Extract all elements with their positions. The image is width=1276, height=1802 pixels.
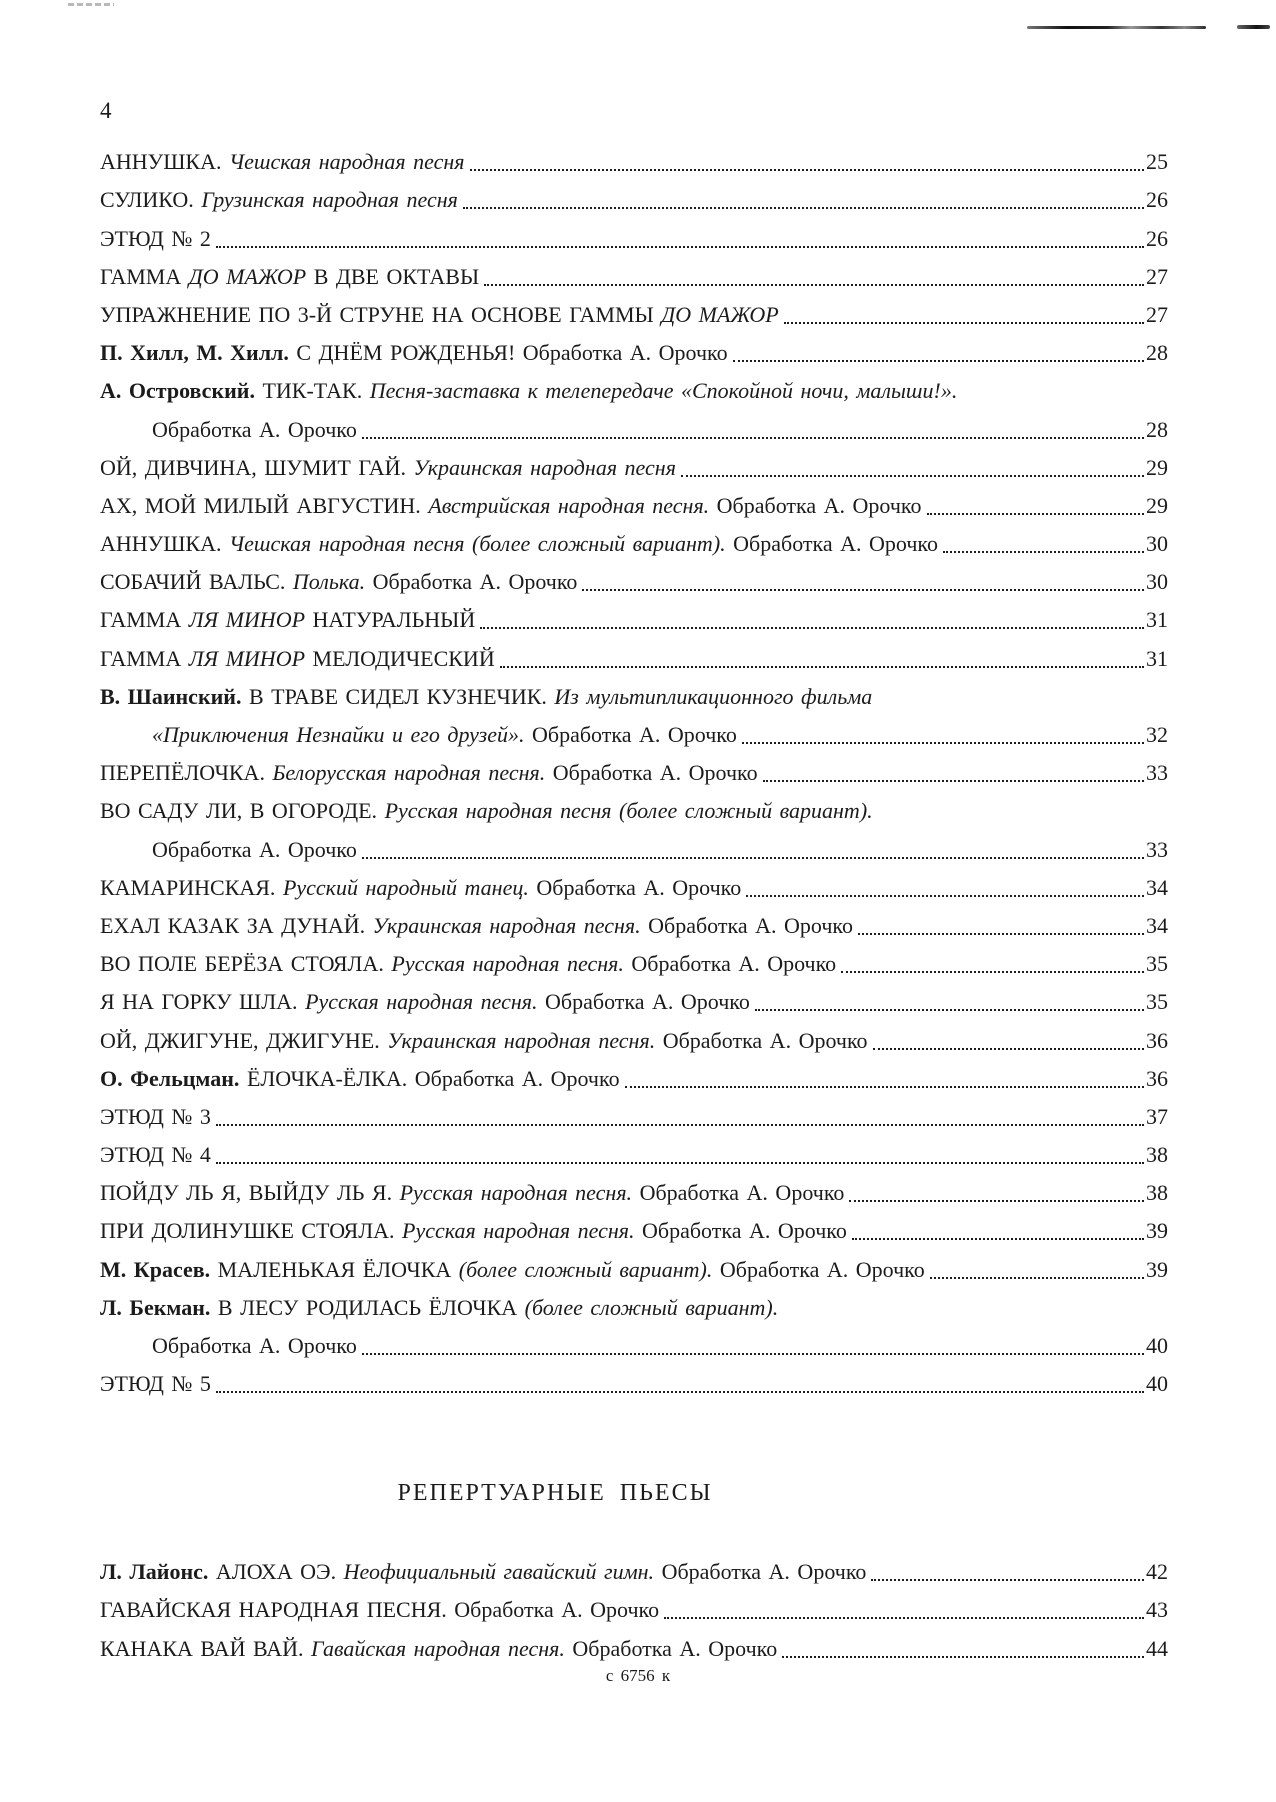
title-text: С ДНЁМ РОЖДЕНЬЯ! Обработка А. Орочко	[296, 340, 728, 366]
entry-text	[100, 1213, 847, 1249]
title-text: В ДВЕ ОКТАВЫ	[306, 263, 480, 289]
entry-page-number: 30	[1146, 569, 1168, 595]
genre-subtitle: Украинская народная песня	[413, 454, 676, 480]
toc-entry	[100, 1135, 1168, 1173]
title-text: Обработка А. Орочко	[654, 1559, 867, 1585]
entry-text	[100, 1099, 211, 1135]
entry-text	[100, 450, 676, 486]
genre-subtitle: ДО МАЖОР	[188, 263, 307, 289]
dot-leader	[873, 1048, 1144, 1050]
dot-leader	[484, 284, 1144, 286]
dot-leader	[500, 666, 1144, 668]
genre-subtitle: Грузинская народная песня	[201, 187, 458, 213]
title-text: Обработка А. Орочко	[632, 1180, 845, 1206]
entry-text	[100, 832, 357, 868]
entry-text	[100, 1554, 866, 1590]
title-text: ТИК-ТАК.	[262, 378, 370, 404]
title-text: ЁЛОЧКА-ЁЛКА. Обработка А. Орочко	[246, 1065, 620, 1091]
title-text: КАМАРИНСКАЯ.	[100, 874, 283, 900]
entry-page-number: 26	[1146, 187, 1168, 213]
dot-leader	[782, 1656, 1144, 1658]
toc-entry	[100, 1552, 1168, 1590]
title-text: ПЕРЕПЁЛОЧКА.	[100, 760, 273, 786]
dot-leader	[784, 322, 1144, 324]
title-text: В ТРАВЕ СИДЕЛ КУЗНЕЧИК.	[248, 683, 555, 709]
genre-subtitle: Русский народный танец.	[282, 874, 529, 900]
dot-leader	[943, 551, 1144, 553]
dot-leader	[746, 895, 1144, 897]
dot-leader	[216, 1162, 1144, 1164]
entry-text	[100, 1061, 620, 1097]
entry-page-number: 44	[1146, 1635, 1168, 1661]
entry-page-number: 36	[1146, 1065, 1168, 1091]
dot-leader	[930, 1277, 1144, 1279]
genre-subtitle: (более сложный вариант).	[524, 1294, 779, 1320]
toc-entry	[100, 1326, 1168, 1364]
genre-subtitle: Из мультипликационного фильма	[554, 683, 873, 709]
title-text: КАНАКА ВАЙ ВАЙ.	[100, 1635, 312, 1661]
toc-entry	[100, 982, 1168, 1020]
entry-page-number: 28	[1146, 340, 1168, 366]
genre-subtitle: Песня-заставка к телепередаче «Спокойной ночи, малыши!».	[369, 378, 958, 404]
toc-entry	[100, 218, 1168, 256]
dot-leader	[470, 169, 1144, 171]
title-text: ГАММА	[100, 263, 189, 289]
title-text: Обработка А. Орочко	[655, 1027, 868, 1053]
title-text: ЭТЮД № 2	[100, 225, 211, 251]
dot-leader	[852, 1238, 1144, 1240]
title-text: ПРИ ДОЛИНУШКЕ СТОЯЛА.	[100, 1218, 403, 1244]
dot-leader	[841, 971, 1144, 973]
genre-subtitle: Русская народная песня.	[305, 989, 538, 1015]
footer-plate-number: с 6756 к	[605, 1666, 671, 1685]
entry-page-number: 42	[1146, 1559, 1168, 1585]
entry-page-number: 31	[1146, 645, 1168, 671]
toc-entry	[100, 638, 1168, 676]
title-text: ОЙ, ДИВЧИНА, ШУМИТ ГАЙ.	[100, 454, 414, 480]
title-text: СУЛИКО.	[100, 187, 202, 213]
dot-leader	[763, 780, 1144, 782]
entry-text	[100, 870, 741, 906]
title-text: АЛОХА ОЭ.	[215, 1559, 344, 1585]
title-text: Обработка А. Орочко	[152, 1333, 357, 1358]
title-text: АННУШКА.	[100, 531, 229, 557]
toc-entry	[100, 562, 1168, 600]
dot-leader	[755, 1009, 1144, 1011]
dot-leader	[742, 742, 1144, 744]
entry-text	[100, 182, 458, 218]
title-text: УПРАЖНЕНИЕ ПО 3-Й СТРУНЕ НА ОСНОВЕ ГАММЫ	[100, 301, 662, 327]
toc-entry	[100, 791, 1168, 829]
entry-page-number: 40	[1146, 1333, 1168, 1358]
toc-entry	[100, 371, 1168, 409]
title-text: Обработка А. Орочко	[524, 722, 737, 747]
title-text: Обработка А. Орочко	[623, 951, 837, 977]
toc-entry	[100, 524, 1168, 562]
entry-text	[100, 717, 737, 753]
toc-entry	[100, 486, 1168, 524]
title-text: В ЛЕСУ РОДИЛАСЬ ЁЛОЧКА	[217, 1294, 525, 1320]
dot-leader	[480, 627, 1144, 629]
entry-page-number: 34	[1146, 912, 1168, 938]
composer-name: А. Островский.	[100, 378, 263, 404]
entry-text	[100, 526, 938, 562]
entry-page-number: 35	[1146, 951, 1168, 977]
dot-leader	[216, 1124, 1144, 1126]
genre-subtitle: Русская народная песня (более сложный вариант).	[384, 798, 873, 824]
title-text: Обработка А. Орочко	[640, 912, 853, 938]
title-text: ГАММА	[100, 645, 189, 671]
title-text: ЭТЮД № 4	[100, 1142, 211, 1168]
entry-text	[100, 755, 758, 791]
entry-text	[100, 946, 836, 982]
toc-entry	[100, 257, 1168, 295]
composer-name: Л. Лайонс.	[100, 1559, 216, 1585]
dot-leader	[362, 857, 1144, 859]
genre-subtitle: ДО МАЖОР	[661, 301, 779, 327]
genre-subtitle: Украинская народная песня.	[387, 1027, 656, 1053]
title-text: Обработка А. Орочко	[564, 1635, 778, 1661]
entry-page-number: 39	[1146, 1218, 1168, 1244]
entry-page-number: 32	[1146, 722, 1168, 747]
toc-entry	[100, 1364, 1168, 1402]
genre-subtitle: Полька.	[292, 569, 366, 595]
toc-entry	[100, 715, 1168, 753]
genre-subtitle: Русская народная песня.	[391, 951, 624, 977]
dot-leader	[463, 207, 1144, 209]
toc-entry	[100, 677, 1168, 715]
dot-leader	[733, 360, 1144, 362]
title-text: ЕХАЛ КАЗАК ЗА ДУНАЙ.	[100, 912, 373, 938]
entry-text	[100, 373, 957, 409]
toc-entry	[100, 1628, 1168, 1666]
title-text: Обработка А. Орочко	[152, 836, 357, 862]
toc-entry	[100, 600, 1168, 638]
entry-text	[100, 412, 357, 448]
title-text: СОБАЧИЙ ВАЛЬС.	[100, 569, 293, 595]
genre-subtitle: Чешская народная песня (более сложный вариант).	[229, 531, 726, 557]
entry-text	[100, 1290, 778, 1326]
toc-entry	[100, 142, 1168, 180]
dot-leader	[625, 1086, 1144, 1088]
toc-entry	[100, 180, 1168, 218]
entry-text	[100, 564, 577, 600]
dot-leader	[871, 1579, 1144, 1581]
dot-leader	[681, 475, 1144, 477]
entry-text	[100, 1592, 659, 1628]
toc-entry	[100, 1249, 1168, 1287]
title-text: МЕЛОДИЧЕСКИЙ	[305, 645, 495, 671]
title-text: АХ, МОЙ МИЛЫЙ АВГУСТИН.	[100, 492, 429, 518]
entry-text	[100, 679, 872, 715]
entry-page-number: 40	[1146, 1371, 1168, 1397]
genre-subtitle: Австрийская народная песня.	[428, 492, 710, 518]
entry-text	[100, 1175, 844, 1211]
entry-page-number: 29	[1146, 492, 1168, 518]
toc-entry	[100, 1211, 1168, 1249]
entry-page-number: 30	[1146, 531, 1168, 557]
genre-subtitle: Белорусская народная песня.	[272, 760, 546, 786]
title-text: ОЙ, ДЖИГУНЕ, ДЖИГУНЕ.	[100, 1027, 388, 1053]
toc-entry	[100, 333, 1168, 371]
dot-leader	[858, 933, 1144, 935]
dot-leader	[216, 246, 1144, 248]
toc-entry	[100, 1590, 1168, 1628]
entry-text	[100, 488, 922, 524]
entry-page-number: 25	[1146, 149, 1168, 175]
title-text: Обработка А. Орочко	[545, 760, 758, 786]
entry-page-number: 33	[1146, 760, 1168, 786]
toc-entry	[100, 1097, 1168, 1135]
composer-name: О. Фельцман.	[100, 1065, 247, 1091]
title-text: ГАММА	[100, 607, 189, 633]
title-text: ВО ПОЛЕ БЕРЁЗА СТОЯЛА.	[100, 951, 392, 977]
genre-subtitle: «Приключения Незнайки и его друзей».	[152, 722, 525, 747]
entry-page-number: 31	[1146, 607, 1168, 633]
title-text: АННУШКА.	[100, 149, 229, 175]
entry-page-number: 34	[1146, 874, 1168, 900]
entry-page-number: 38	[1146, 1180, 1168, 1206]
toc-entry	[100, 1059, 1168, 1097]
title-text: Я НА ГОРКУ ШЛА.	[100, 989, 306, 1015]
entry-text	[100, 908, 853, 944]
entry-page-number: 33	[1146, 836, 1168, 862]
entry-text	[100, 1328, 357, 1364]
entry-page-number: 39	[1146, 1256, 1168, 1282]
dot-leader	[362, 437, 1144, 439]
section-header: РЕПЕРТУАРНЫЕ ПЬЕСЫ	[397, 1480, 713, 1506]
genre-subtitle: Неофициальный гавайский гимн.	[343, 1559, 655, 1585]
title-text: Обработка А. Орочко	[528, 874, 742, 900]
toc-entry	[100, 906, 1168, 944]
title-text: МАЛЕНЬКАЯ ЁЛОЧКА	[217, 1256, 459, 1282]
title-text: НАТУРАЛЬНЫЙ	[305, 607, 476, 633]
entry-text	[100, 297, 779, 333]
entry-text	[100, 793, 873, 829]
entry-page-number: 26	[1146, 225, 1168, 251]
title-text: Обработка А. Орочко	[152, 416, 357, 442]
entry-page-number: 37	[1146, 1103, 1168, 1129]
composer-name: М. Красев.	[100, 1256, 218, 1282]
toc-entry	[100, 409, 1168, 447]
toc-entry	[100, 753, 1168, 791]
title-text: Обработка А. Орочко	[725, 531, 938, 557]
entry-text	[100, 259, 479, 295]
composer-name: В. Шаинский.	[100, 683, 249, 709]
title-text: ЭТЮД № 3	[100, 1103, 211, 1129]
genre-subtitle: Русская народная песня.	[399, 1180, 633, 1206]
scan-artifact-top-right-tick	[1237, 25, 1270, 29]
entry-text	[100, 1366, 211, 1402]
toc-entry	[100, 448, 1168, 486]
title-text: Обработка А. Орочко	[537, 989, 750, 1015]
title-text: Обработка А. Орочко	[712, 1256, 925, 1282]
entry-text	[100, 984, 750, 1020]
entry-text	[100, 1631, 777, 1667]
dot-leader	[849, 1200, 1144, 1202]
dot-leader	[216, 1391, 1144, 1393]
toc-entry	[100, 1020, 1168, 1058]
entry-text	[100, 641, 495, 677]
dot-leader	[927, 513, 1145, 515]
composer-name: Л. Бекман.	[100, 1294, 218, 1320]
entry-page-number: 27	[1146, 263, 1168, 289]
composer-name: П. Хилл, М. Хилл.	[100, 340, 297, 366]
title-text: ГАВАЙСКАЯ НАРОДНАЯ ПЕСНЯ. Обработка А. Орочко	[100, 1597, 660, 1623]
title-text: ВО САДУ ЛИ, В ОГОРОДЕ.	[100, 798, 385, 824]
page-number: 4	[100, 98, 112, 123]
toc-list-main	[100, 142, 1168, 1402]
entry-text	[100, 1023, 868, 1059]
entry-page-number: 36	[1146, 1027, 1168, 1053]
toc-list-repertoire	[100, 1552, 1168, 1667]
title-text: Обработка А. Орочко	[634, 1218, 847, 1244]
title-text: ЭТЮД № 5	[100, 1371, 211, 1397]
toc-entry	[100, 944, 1168, 982]
dot-leader	[582, 589, 1144, 591]
dot-leader	[362, 1353, 1144, 1355]
toc-entry	[100, 1288, 1168, 1326]
entry-text	[100, 221, 211, 257]
entry-page-number: 38	[1146, 1142, 1168, 1168]
toc-entry	[100, 829, 1168, 867]
entry-text	[100, 1252, 925, 1288]
entry-text	[100, 602, 475, 638]
entry-page-number: 29	[1146, 454, 1168, 480]
genre-subtitle: ЛЯ МИНОР	[188, 645, 306, 671]
genre-subtitle: Украинская народная песня.	[372, 912, 641, 938]
title-text: ПОЙДУ ЛЬ Я, ВЫЙДУ ЛЬ Я.	[100, 1180, 400, 1206]
entry-page-number: 43	[1146, 1597, 1168, 1623]
entry-text	[100, 335, 728, 371]
genre-subtitle: (более сложный вариант).	[458, 1256, 713, 1282]
toc-entry	[100, 868, 1168, 906]
entry-page-number: 35	[1146, 989, 1168, 1015]
genre-subtitle: ЛЯ МИНОР	[188, 607, 306, 633]
entry-text	[100, 1137, 211, 1173]
title-text: Обработка А. Орочко	[365, 569, 578, 595]
entry-page-number: 28	[1146, 416, 1168, 442]
scan-artifact-top-left	[68, 3, 114, 6]
toc-entry	[100, 295, 1168, 333]
entry-page-number: 27	[1146, 301, 1168, 327]
toc-entry	[100, 1173, 1168, 1211]
title-text: Обработка А. Орочко	[709, 492, 922, 518]
entry-text	[100, 144, 465, 180]
genre-subtitle: Гавайская народная песня.	[311, 1635, 565, 1661]
dot-leader	[664, 1617, 1144, 1619]
scan-artifact-top-right-line	[1027, 26, 1206, 29]
genre-subtitle: Чешская народная песня	[229, 149, 465, 175]
genre-subtitle: Русская народная песня.	[402, 1218, 635, 1244]
